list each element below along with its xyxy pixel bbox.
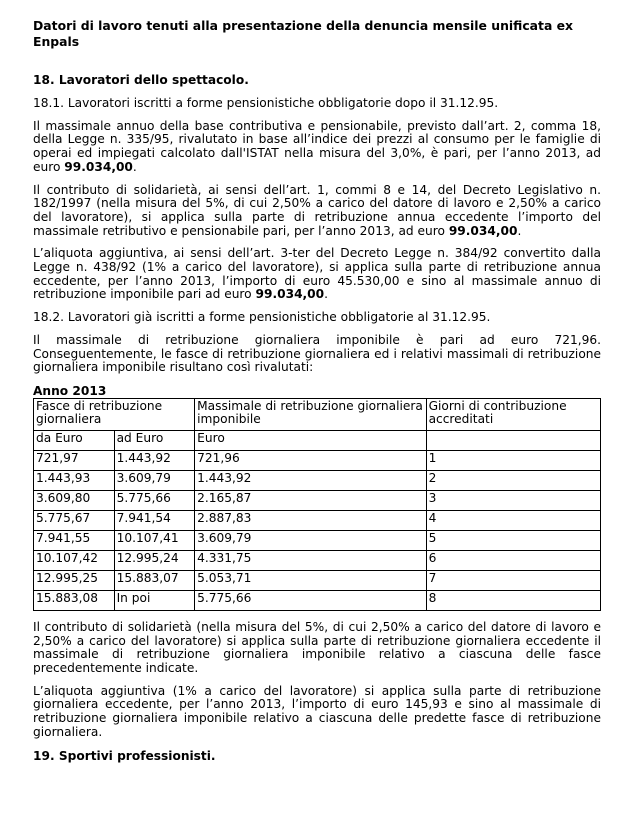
cell-giorni: 3 xyxy=(426,490,600,510)
table-row xyxy=(34,570,601,590)
cell-giorni: 2 xyxy=(426,470,600,490)
paragraph-solidarieta-giornaliera: Il contributo di solidarietà (nella misura del 5%, di cui 2,50% a carico del datore di lavoro e 2,50% a carico del lavoratore) si applica sulla parte di retribuzione giornaliera eccedente il massimale di retribuzione giornaliera imponibile relativo a ciascuna delle fasce precedentemente indicate. xyxy=(33,619,601,676)
header-massimale: Massimale di retribuzione giornaliera imponibile xyxy=(195,398,426,430)
cell-massimale: 2.887,83 xyxy=(195,510,426,530)
amount-value: 99.034,00 xyxy=(64,159,133,174)
document-title: Datori di lavoro tenuti alla presentazione della denuncia mensile unificata ex Enpals xyxy=(33,18,574,49)
cell-massimale: 721,96 xyxy=(195,450,426,470)
paragraph-aliquota-giornaliera: L’aliquota aggiuntiva (1% a carico del lavoratore) si applica sulla parte di retribuzione giornaliera eccedente, per l’anno 2013, l’importo di euro 145,93 e sino al massimale di retribuzione giornaliera imponibile relativo a ciascuna delle predette fasce di retribuzione giornaliera. xyxy=(33,683,601,739)
cell-da-euro: 10.107,42 xyxy=(34,550,115,570)
table-row xyxy=(34,490,601,510)
table-subheader-row xyxy=(34,430,601,450)
cell-massimale: 3.609,79 xyxy=(195,530,426,550)
cell-da-euro: 3.609,80 xyxy=(34,490,115,510)
subheader-empty xyxy=(426,430,600,450)
paragraph-text: Il massimale annuo della base contributiva e pensionabile, previsto dall’art. 2, comma 18, della Legge n. 335/95, rivalutato in base all’indice dei prezzi al consumo per le famiglie di operai ed impiegati calcolato dall'ISTAT nella misura del 3,0%, è pari, per l’anno 2013, ad euro xyxy=(33,118,601,174)
table-row xyxy=(34,510,601,530)
subsection-18-1-heading: 18.1. Lavoratori iscritti a forme pensionistiche obbligatorie dopo il 31.12.95. xyxy=(33,96,499,110)
fasce-retribuzione-table xyxy=(33,398,601,611)
paragraph-end: . xyxy=(324,287,329,302)
cell-giorni: 5 xyxy=(426,530,600,550)
cell-ad-euro: 15.883,07 xyxy=(114,570,195,590)
subheader-euro: Euro xyxy=(195,430,426,450)
table-header-row xyxy=(34,398,601,430)
cell-massimale: 5.775,66 xyxy=(195,590,426,610)
section-18-heading: 18. Lavoratori dello spettacolo. xyxy=(33,73,249,87)
cell-ad-euro: 10.107,41 xyxy=(114,530,195,550)
section-19-heading: 19. Sportivi professionisti. xyxy=(33,748,216,763)
cell-ad-euro: 7.941,54 xyxy=(114,510,195,530)
cell-ad-euro: 3.609,79 xyxy=(114,470,195,490)
cell-da-euro: 721,97 xyxy=(34,450,115,470)
subheader-da-euro: da Euro xyxy=(34,430,115,450)
cell-massimale: 2.165,87 xyxy=(195,490,426,510)
paragraph-massimale-giornaliero: Il massimale di retribuzione giornaliera imponibile è pari ad euro 721,96. Conseguentemente, le fasce di retribuzione giornaliera ed i relativi massimali di retribuzione giornaliera imponibile risultano così rivalutati: xyxy=(33,332,601,375)
cell-ad-euro: 5.775,66 xyxy=(114,490,195,510)
cell-ad-euro: 12.995,24 xyxy=(114,550,195,570)
paragraph-contributo-solidarieta xyxy=(33,184,601,239)
amount-value: 99.034,00 xyxy=(448,223,518,238)
cell-ad-euro: 1.443,92 xyxy=(114,450,195,470)
cell-giorni: 1 xyxy=(426,450,600,470)
table-row xyxy=(34,590,601,610)
cell-massimale: 5.053,71 xyxy=(195,570,426,590)
subheader-ad-euro: ad Euro xyxy=(114,430,195,450)
document-page xyxy=(33,18,601,773)
table-row xyxy=(34,450,601,470)
cell-ad-euro: In poi xyxy=(114,590,195,610)
cell-da-euro: 15.883,08 xyxy=(34,590,115,610)
cell-giorni: 7 xyxy=(426,570,600,590)
paragraph-aliquota-aggiuntiva xyxy=(33,247,601,302)
header-fasce: Fasce di retribuzione giornaliera xyxy=(34,398,195,430)
paragraph-text: Il contributo di solidarietà, ai sensi dell’art. 1, commi 8 e 14, del Decreto Legislativo n. 182/1997 (nella misura del 5%, di cui 2,50% a carico del datore di lavoro e 2,50% a carico del lavoratore), si applica sulla parte di retribuzione annua eccedente l’importo del massimale retributivo e pensionabile pari, per l’anno 2013, ad euro xyxy=(33,182,601,238)
cell-da-euro: 7.941,55 xyxy=(34,530,115,550)
table-year-label: Anno 2013 xyxy=(33,383,107,398)
cell-da-euro: 5.775,67 xyxy=(34,510,115,530)
cell-giorni: 4 xyxy=(426,510,600,530)
subsection-18-2-heading: 18.2. Lavoratori già iscritti a forme pensionistiche obbligatorie al 31.12.95. xyxy=(33,310,491,325)
cell-massimale: 4.331,75 xyxy=(195,550,426,570)
paragraph-end: . xyxy=(132,159,137,174)
table-row xyxy=(34,530,601,550)
header-giorni: Giorni di contribuzione accreditati xyxy=(426,398,600,430)
cell-massimale: 1.443,92 xyxy=(195,470,426,490)
cell-giorni: 6 xyxy=(426,550,600,570)
table-row xyxy=(34,550,601,570)
table-row xyxy=(34,470,601,490)
amount-value: 99.034,00 xyxy=(255,287,325,302)
cell-giorni: 8 xyxy=(426,590,600,610)
paragraph-end: . xyxy=(517,223,522,238)
cell-da-euro: 1.443,93 xyxy=(34,470,115,490)
paragraph-text: L’aliquota aggiuntiva, ai sensi dell’art. 3-ter del Decreto Legge n. 384/92 convertito dalla Legge n. 438/92 (1% a carico del lavoratore), si applica sulla parte di retribuzione annua eccedente, per l’anno 2013, l’importo di euro 45.530,00 e sino al massimale annuo di retribuzione imponibile pari ad euro xyxy=(33,246,601,302)
cell-da-euro: 12.995,25 xyxy=(34,570,115,590)
paragraph-massimale-annuo xyxy=(33,120,601,175)
